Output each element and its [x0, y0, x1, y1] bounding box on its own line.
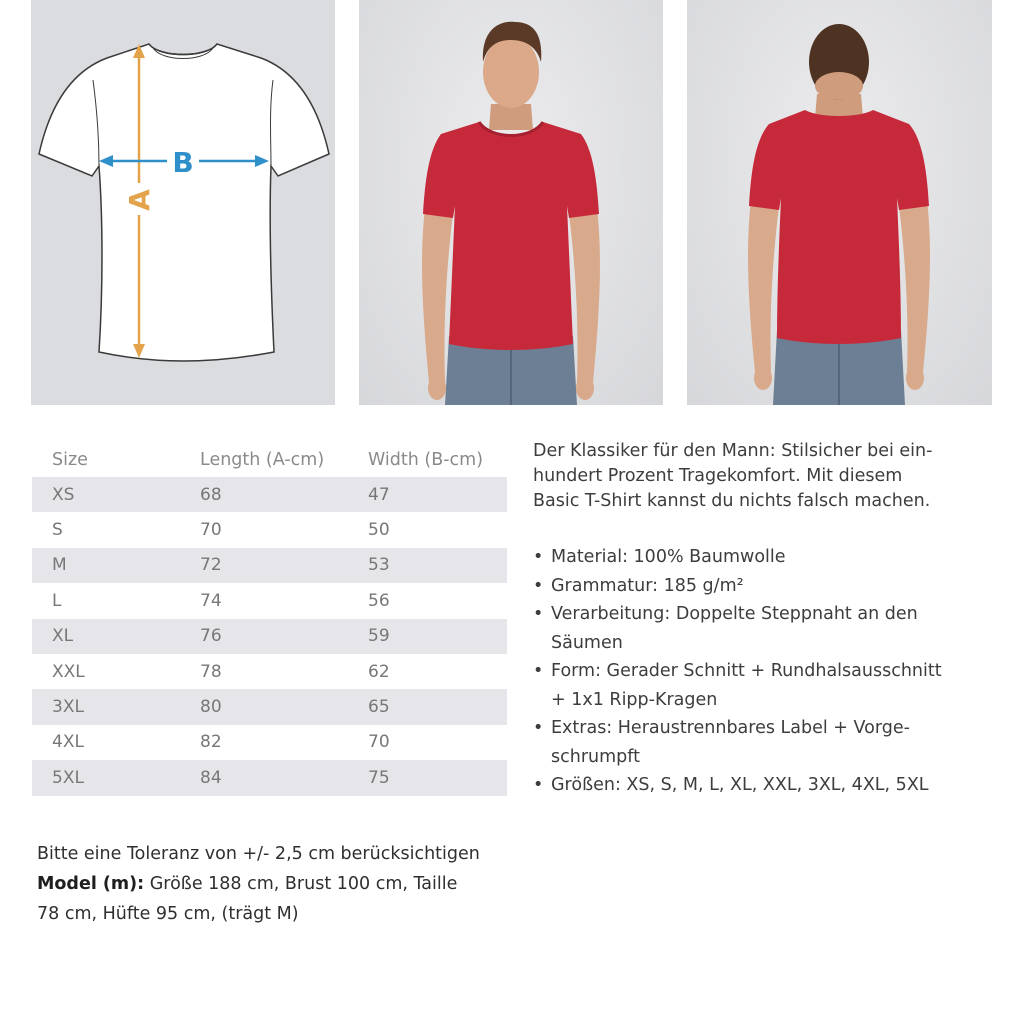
cell-size: 3XL: [32, 689, 180, 724]
model-back-illustration: [687, 0, 992, 405]
feature-text: schrumpft: [551, 746, 640, 767]
table-row: [32, 548, 507, 583]
cell-width: 59: [366, 619, 507, 654]
cell-size: M: [32, 548, 180, 583]
bullet-icon: •: [533, 547, 544, 567]
cell-length: 76: [180, 619, 366, 654]
feature-item-extras: [533, 714, 1003, 771]
cell-length: 68: [180, 477, 366, 512]
model-measurements-text: Größe 188 cm, Brust 100 cm, Taille: [144, 874, 458, 894]
feature-text: Größen: XS, S, M, L, XL, XXL, 3XL, 4XL, 5XL: [551, 775, 929, 795]
cell-width: 53: [366, 548, 507, 583]
size-diagram: [31, 0, 335, 405]
cell-width: 65: [366, 689, 507, 724]
cell-length: 84: [180, 760, 366, 795]
cell-length: 72: [180, 548, 366, 583]
table-header-row: [32, 443, 507, 477]
cell-size: XL: [32, 619, 180, 654]
feature-item-grammatur: [533, 572, 1003, 601]
feature-item-verarbeitung: [533, 600, 1003, 657]
feature-text: Extras: Heraustrennbares Label + Vorge-: [551, 718, 910, 738]
model-measurements: [37, 869, 527, 899]
cell-length: 70: [180, 512, 366, 547]
product-description: [533, 439, 1003, 514]
model-front-illustration: [359, 0, 663, 405]
cell-size: XXL: [32, 654, 180, 689]
description-line: Der Klassiker für den Mann: Stilsicher bei ein-: [533, 441, 933, 461]
cell-length: 74: [180, 583, 366, 618]
cell-width: 75: [366, 760, 507, 795]
table-row: [32, 512, 507, 547]
feature-text: Verarbeitung: Doppelte Steppnaht an den: [551, 604, 918, 624]
cell-size: S: [32, 512, 180, 547]
model-measurements-continued: 78 cm, Hüfte 95 cm, (trägt M): [37, 904, 299, 924]
cell-width: 50: [366, 512, 507, 547]
table-row: [32, 654, 507, 689]
model-front-photo: [359, 0, 663, 405]
bullet-icon: •: [533, 775, 544, 795]
header-width: Width (B-cm): [368, 450, 484, 470]
bullet-icon: •: [533, 661, 544, 681]
description-line: hundert Prozent Tragekomfort. Mit diesem: [533, 466, 903, 486]
cell-width: 70: [366, 725, 507, 760]
cell-size: 4XL: [32, 725, 180, 760]
model-back-photo: [687, 0, 992, 405]
feature-text: Säumen: [551, 632, 623, 653]
header-size: Size: [52, 450, 88, 470]
fit-notes: [37, 839, 527, 929]
size-table: [32, 443, 507, 796]
label-b: B: [172, 146, 194, 179]
feature-list: [533, 543, 1003, 800]
cell-length: 80: [180, 689, 366, 724]
table-row: [32, 583, 507, 618]
cell-size: XS: [32, 477, 180, 512]
cell-size: L: [32, 583, 180, 618]
cell-length: 78: [180, 654, 366, 689]
table-row: [32, 760, 507, 795]
feature-text: Form: Gerader Schnitt + Rundhalsausschnitt: [551, 661, 942, 681]
model-label: Model (m):: [37, 874, 145, 894]
feature-text: Material: 100% Baumwolle: [551, 547, 786, 567]
table-row: [32, 477, 507, 512]
cell-length: 82: [180, 725, 366, 760]
bullet-icon: •: [533, 575, 544, 596]
tshirt-diagram-icon: [31, 0, 335, 405]
feature-text: Grammatur: 185 g/m²: [551, 575, 744, 596]
cell-width: 47: [366, 477, 507, 512]
feature-item-groessen: [533, 771, 1003, 800]
table-row: [32, 725, 507, 760]
feature-item-form: [533, 657, 1003, 714]
table-row: [32, 689, 507, 724]
cell-width: 56: [366, 583, 507, 618]
bullet-icon: •: [533, 604, 544, 624]
bullet-icon: •: [533, 718, 544, 738]
label-a: A: [123, 189, 156, 211]
tshirt-outline: [39, 44, 329, 361]
table-row: [32, 619, 507, 654]
tolerance-note: Bitte eine Toleranz von +/- 2,5 cm berücksichtigen: [37, 844, 480, 864]
cell-width: 62: [366, 654, 507, 689]
feature-text: + 1x1 Ripp-Kragen: [551, 689, 718, 710]
feature-item-material: [533, 543, 1003, 572]
cell-size: 5XL: [32, 760, 180, 795]
description-line: Basic T-Shirt kannst du nichts falsch machen.: [533, 491, 931, 511]
header-length: Length (A-cm): [200, 450, 325, 470]
description-paragraph: [533, 439, 1003, 514]
